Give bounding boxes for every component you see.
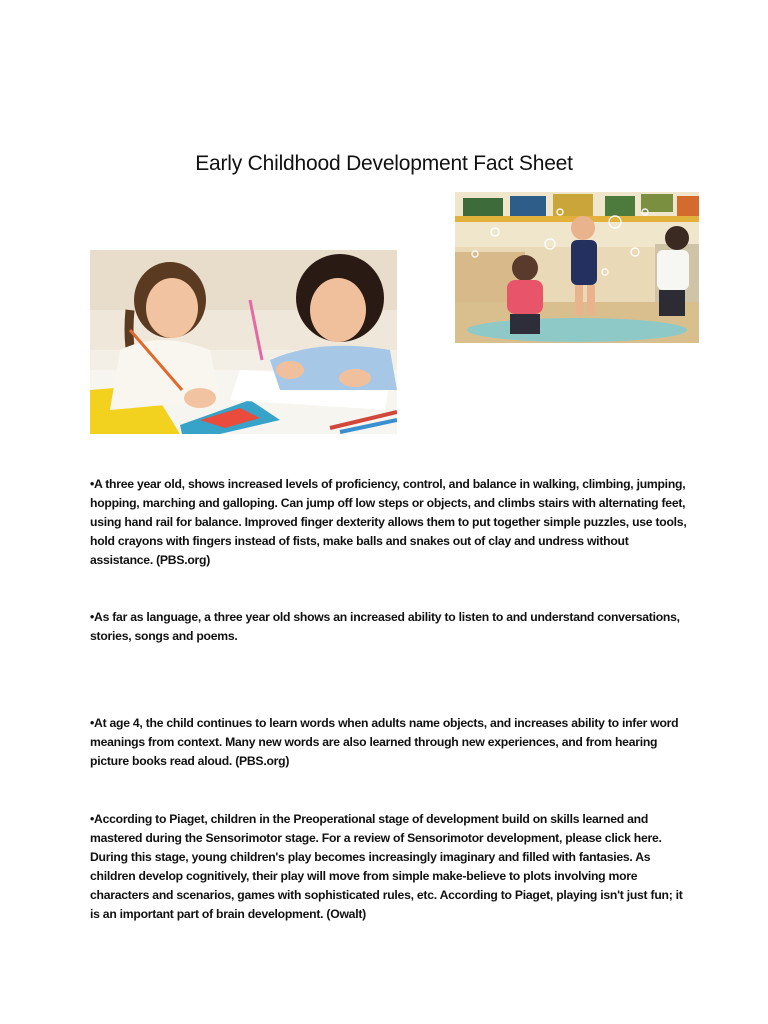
photo-children-playing-bubbles	[455, 192, 699, 343]
fact-paragraph-piaget: •According to Piaget, children in the Preoperational stage of development build on skills learned and mastered during the Sensorimotor stage. For a review of Sensorimotor development, please click here. During this stage, young children's play becomes increasingly imaginary and filled with fantasies. As children develop cognitively, their play will move from simple make-believe to plots involving more characters and scenarios, games with sophisticated rules, etc. According to Piaget, playing isn't just fun; it is an important part of brain development. (Owalt)	[90, 812, 683, 921]
page-title: Early Childhood Development Fact Sheet	[195, 152, 573, 175]
fact-paragraph-three-year-old-motor: •A three year old, shows increased levels of proficiency, control, and balance in walking, climbing, jumping, hopping, marching and galloping. Can jump off low steps or objects, and climbs stairs with alternating feet, using hand rail for balance. Improved finger dexterity allows them to put together simple puzzles, use tools, hold crayons with fingers instead of fists, make balls and snakes out of clay and undress without assistance. (PBS.org)	[90, 477, 687, 567]
photo-girls-drawing	[90, 250, 397, 434]
fact-paragraph-language: •As far as language, a three year old shows an increased ability to listen to and understand conversations, stories, songs and poems.	[90, 610, 680, 643]
fact-paragraph-age-4: •At age 4, the child continues to learn words when adults name objects, and increases ability to infer word meanings from context. Many new words are also learned through new experiences, and from hearing picture books read aloud. (PBS.org)	[90, 716, 679, 768]
